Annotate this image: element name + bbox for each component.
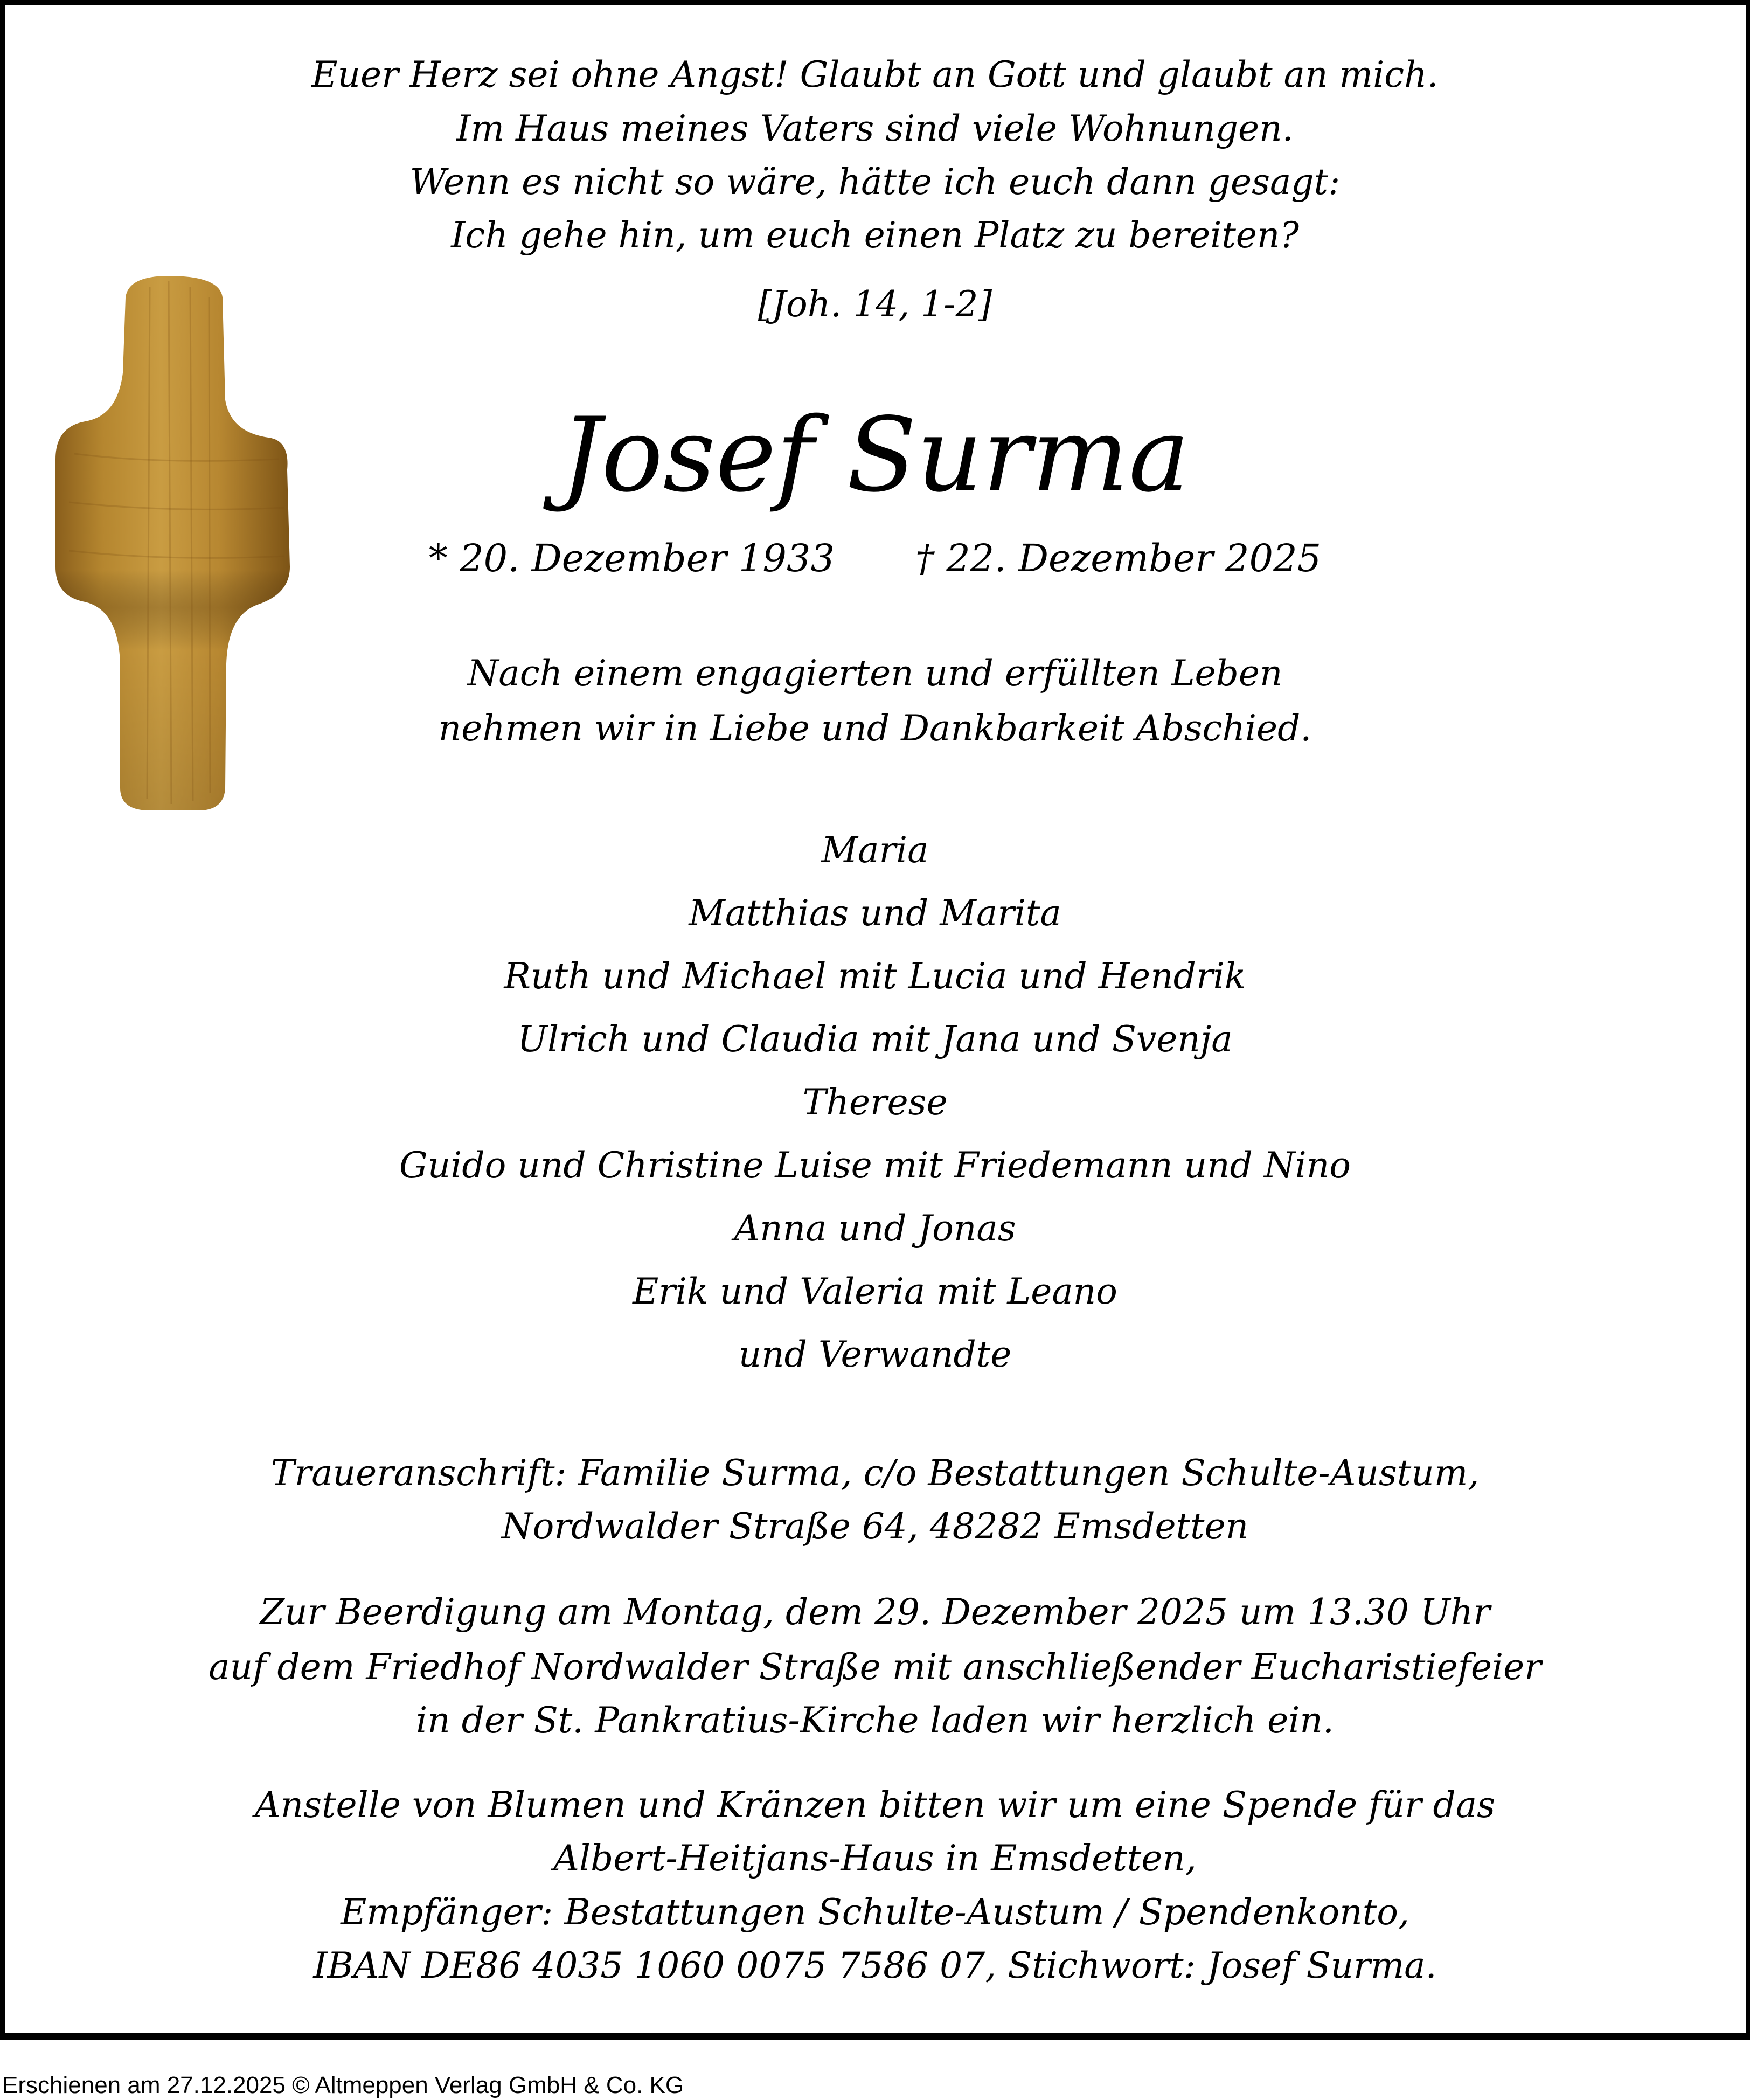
- verse-reference: [Joh. 14, 1-2]: [758, 283, 992, 325]
- verse-line: Im Haus meines Vaters sind viele Wohnungen.: [456, 108, 1294, 149]
- verse-line: Wenn es nicht so wäre, hätte ich euch dann gesagt:: [409, 161, 1341, 203]
- donation-line: Empfänger: Bestattungen Schulte-Austum / Spendenkonto,: [341, 1891, 1409, 1933]
- mourner-line: Matthias und Marita: [689, 892, 1061, 934]
- mourner-line: Ulrich und Claudia mit Jana und Svenja: [517, 1018, 1233, 1060]
- funeral-line: in der St. Pankratius-Kirche laden wir herzlich ein.: [416, 1700, 1334, 1741]
- deceased-name: Josef Surma: [560, 396, 1190, 515]
- address-line: Traueranschrift: Familie Surma, c/o Bestattungen Schulte-Austum,: [270, 1452, 1480, 1494]
- address-line: Nordwalder Straße 64, 48282 Emsdetten: [501, 1506, 1249, 1547]
- farewell-line: Nach einem engagierten und erfüllten Leben: [467, 653, 1283, 694]
- mourner-line: und Verwandte: [738, 1334, 1012, 1375]
- birth-date: * 20. Dezember 1933: [428, 536, 835, 580]
- death-date: † 22. Dezember 2025: [915, 536, 1322, 580]
- publication-footer: Erschienen am 27.12.2025 © Altmeppen Verlag GmbH & Co. KG: [2, 2072, 684, 2098]
- mourner-line: Erik und Valeria mit Leano: [633, 1271, 1117, 1312]
- mourner-line: Ruth und Michael mit Lucia und Hendrik: [504, 955, 1246, 997]
- funeral-line: Zur Beerdigung am Montag, dem 29. Dezember 2025 um 13.30 Uhr: [260, 1591, 1490, 1633]
- verse-line: Euer Herz sei ohne Angst! Glaubt an Gott und glaubt an mich.: [311, 54, 1439, 95]
- donation-line: Albert-Heitjans-Haus in Emsdetten,: [553, 1838, 1197, 1879]
- funeral-line: auf dem Friedhof Nordwalder Straße mit anschließender Eucharistiefeier: [209, 1646, 1541, 1688]
- mourner-line: Maria: [821, 829, 929, 871]
- mourner-line: Anna und Jonas: [734, 1208, 1016, 1249]
- mourner-line: Therese: [802, 1082, 948, 1123]
- donation-line: Anstelle von Blumen und Kränzen bitten wir um eine Spende für das: [254, 1784, 1495, 1826]
- farewell-line: nehmen wir in Liebe und Dankbarkeit Abschied.: [438, 708, 1312, 749]
- donation-line: IBAN DE86 4035 1060 0075 7586 07, Stichwort: Josef Surma.: [313, 1945, 1437, 1986]
- verse-line: Ich gehe hin, um euch einen Platz zu bereiten?: [451, 214, 1299, 256]
- life-dates: [0, 536, 1750, 580]
- mourner-line: Guido und Christine Luise mit Friedemann und Nino: [399, 1145, 1351, 1186]
